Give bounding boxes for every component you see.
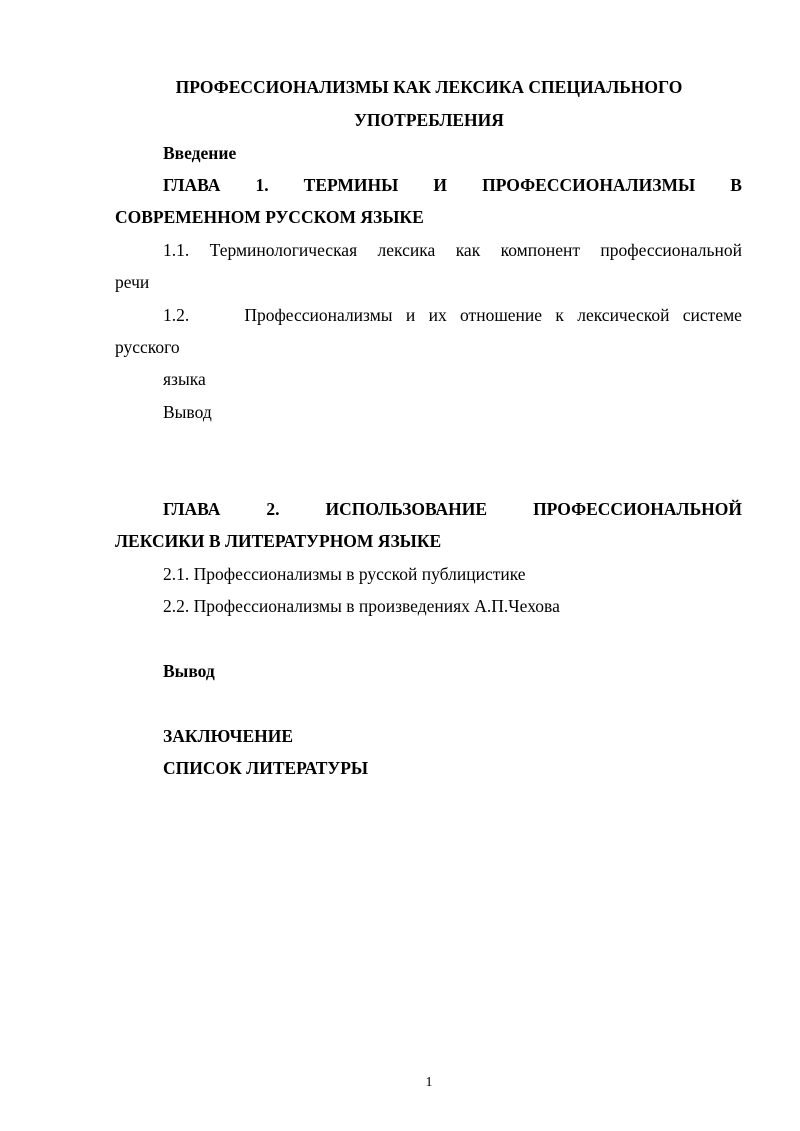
section-1-1-word: Терминологическая (209, 240, 358, 260)
chapter-1-word: И (433, 175, 448, 195)
chapter-1-word: ТЕРМИНЫ (303, 175, 399, 195)
toc-intro: Введение (163, 143, 237, 163)
section-1-2-word: Профессионализмы (244, 305, 393, 325)
section-1-1-line-2: речи (115, 272, 150, 292)
section-1-1-word: как (455, 240, 481, 260)
section-1-2-word: отношение (460, 305, 543, 325)
section-1-1-word: компонент (500, 240, 580, 260)
chapter-1-heading-line-1 (163, 174, 742, 196)
section-2-1: 2.1. Профессионализмы в русской публицистике (163, 564, 526, 584)
section-1-2-word: и (405, 305, 416, 325)
section-1-1-line-1 (163, 239, 742, 261)
chapter-2-heading-line-2: ЛЕКСИКИ В ЛИТЕРАТУРНОМ ЯЗЫКЕ (115, 531, 442, 551)
chapter-1-word: 1. (255, 175, 269, 195)
section-1-1-word: лексика (377, 240, 436, 260)
chapter-2-word: ГЛАВА (163, 499, 221, 519)
section-1-2-word: системе (682, 305, 742, 325)
chapter-1-word: ПРОФЕССИОНАЛИЗМЫ (482, 175, 696, 195)
chapter-2-conclusion: Вывод (163, 661, 215, 681)
chapter-1-word: В (730, 175, 742, 195)
section-1-2-word: лексической (577, 305, 670, 325)
toc-bibliography: СПИСОК ЛИТЕРАТУРЫ (163, 758, 369, 778)
chapter-1-word: ГЛАВА (163, 175, 221, 195)
title-line-1: ПРОФЕССИОНАЛИЗМЫ КАК ЛЕКСИКА СПЕЦИАЛЬНОГО (175, 77, 683, 97)
section-1-2-word: к (555, 305, 564, 325)
page-number: 1 (425, 1075, 433, 1090)
chapter-2-word: ИСПОЛЬЗОВАНИЕ (325, 499, 488, 519)
chapter-1-heading-line-2: СОВРЕМЕННОМ РУССКОМ ЯЗЫКЕ (115, 207, 424, 227)
chapter-2-heading-line-1 (163, 498, 742, 520)
title-line-2: УПОТРЕБЛЕНИЯ (354, 110, 504, 130)
section-2-2: 2.2. Профессионализмы в произведениях А.П.Чехова (163, 596, 560, 616)
section-1-2-line-1 (163, 304, 742, 326)
section-1-2-word: их (428, 305, 447, 325)
section-1-1-word: 1.1. (163, 240, 190, 260)
section-1-2-word: 1.2. (163, 305, 190, 325)
chapter-1-conclusion: Вывод (163, 402, 212, 422)
section-1-1-word: профессиональной (600, 240, 742, 260)
chapter-2-word: 2. (266, 499, 280, 519)
chapter-2-word: ПРОФЕССИОНАЛЬНОЙ (533, 499, 742, 519)
toc-final-conclusion: ЗАКЛЮЧЕНИЕ (163, 726, 294, 746)
section-1-2-line-3: языка (163, 369, 206, 389)
section-1-2-line-2: русского (115, 337, 180, 357)
